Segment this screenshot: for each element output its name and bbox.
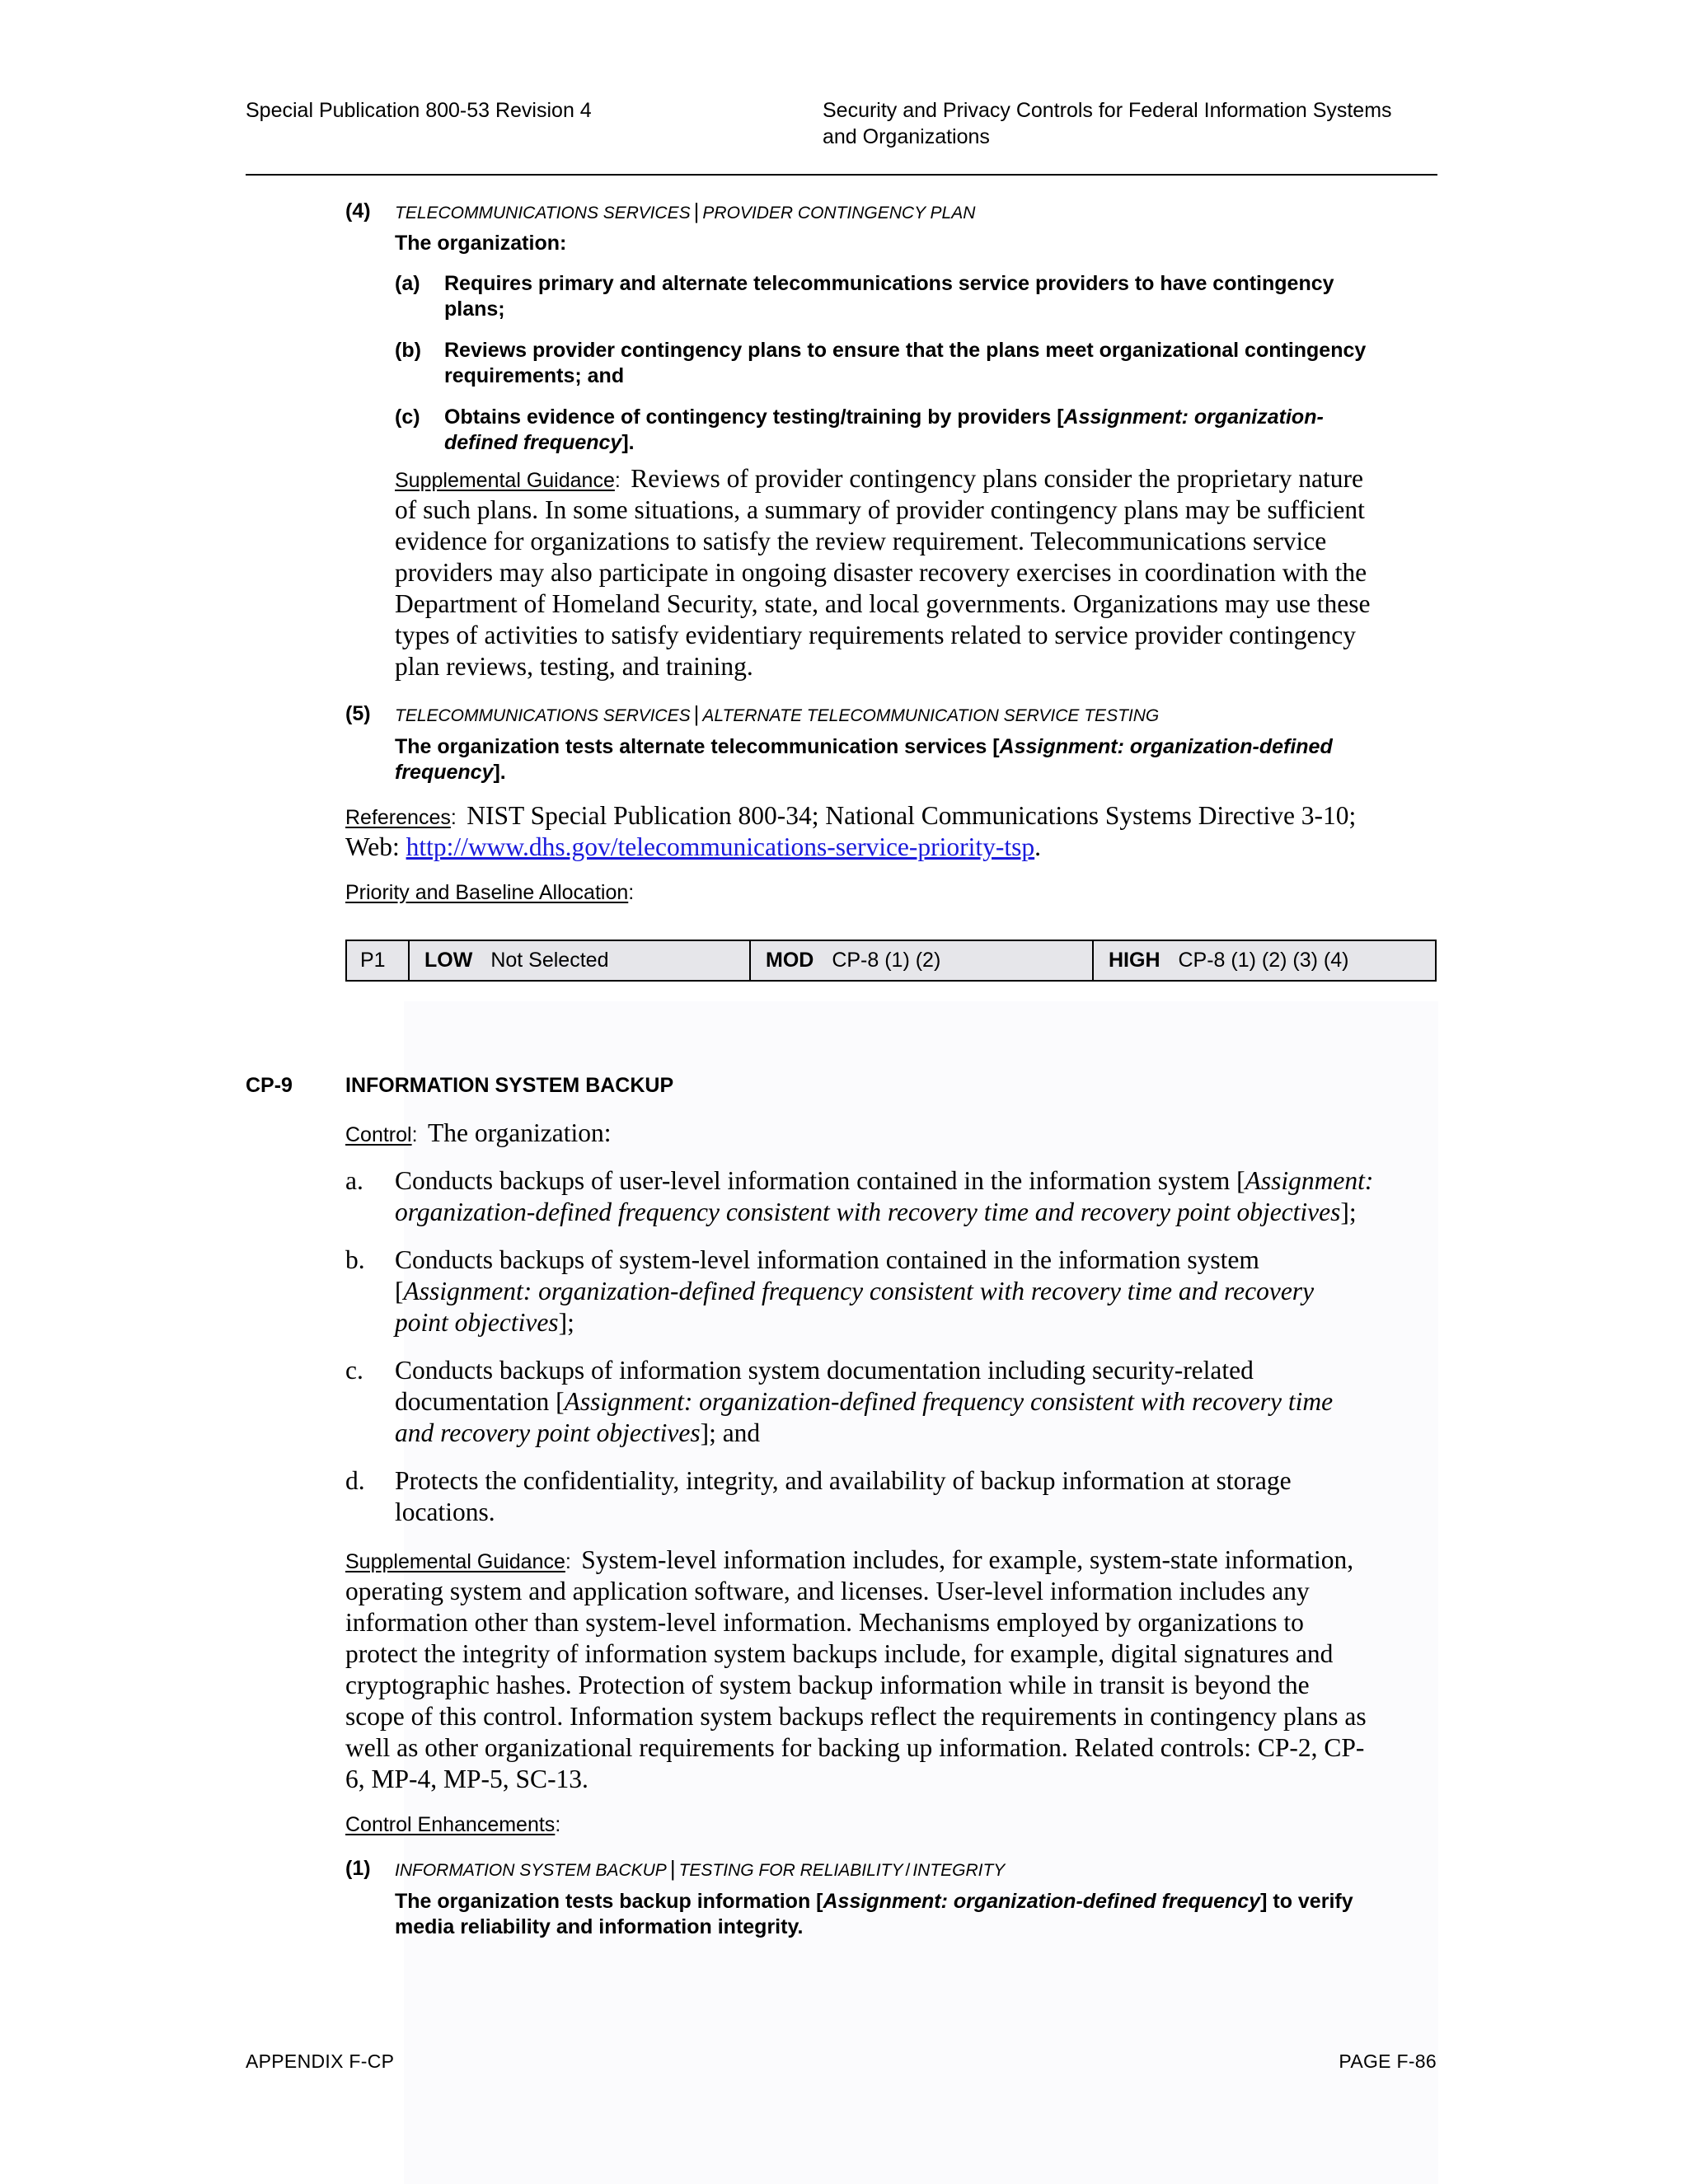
- cp9-guidance-line-4: cryptographic hashes. Protection of system backup information while in transit is beyond the: [345, 1671, 1310, 1699]
- control-text: The organization:: [428, 1118, 612, 1147]
- item-a-line1-italic: Assignment:: [1245, 1166, 1374, 1195]
- enh4-item-b-line1: Reviews provider contingency plans to ensure that the plans meet organizational contingency: [444, 339, 1367, 362]
- control-enhancements-colon: :: [555, 1813, 561, 1836]
- high-baseline-cell: [1094, 941, 1435, 980]
- priority-label: Priority and Baseline Allocation: [345, 881, 629, 904]
- cp9-guidance-colon: :: [565, 1550, 571, 1573]
- cp9-enh1-line1-plain: The organization tests backup information [: [395, 1890, 823, 1913]
- cp9-guidance-line-3: protect the integrity of information system backups include, for example, digital signatures and: [345, 1639, 1334, 1668]
- enh4-item-a-line1: Requires primary and alternate telecommunications service providers to have contingency: [444, 272, 1334, 295]
- cp9-guidance-line-1: operating system and application software, and licenses. User-level information includes any: [345, 1577, 1310, 1605]
- enh4-guidance-line-0: Reviews of provider contingency plans consider the proprietary nature: [631, 464, 1363, 493]
- enh4-guidance-first-line: [395, 463, 1363, 495]
- footer-right: PAGE F-86: [1339, 2050, 1437, 2072]
- item-c-line2-plain: documentation [: [395, 1387, 565, 1416]
- cp9-enh1-title-part2: TESTING FOR RELIABILITY: [678, 1861, 903, 1880]
- enh4-item-c-line1: [444, 405, 1324, 430]
- mod-label: MOD: [766, 949, 814, 972]
- item-b-line2: [395, 1276, 1314, 1308]
- cp9-enh1-title-slash: /: [905, 1861, 911, 1880]
- control-enhancements-label: Control Enhancements: [345, 1813, 556, 1836]
- enh5-number: (5): [345, 702, 371, 725]
- footer-left: APPENDIX F-CP: [246, 2050, 395, 2072]
- item-b-line3-plain: ];: [558, 1308, 574, 1337]
- item-a-line1: [395, 1165, 1373, 1197]
- enh5-title: [395, 701, 1159, 729]
- enh4-guidance-line-4: Department of Homeland Security, state, and local governments. Organizations may use these: [395, 589, 1371, 618]
- enh4-item-b-line2: requirements; and: [444, 364, 625, 387]
- item-a-line2: [395, 1197, 1357, 1229]
- references-web-prefix: Web:: [345, 832, 400, 861]
- item-a-line2-plain: ];: [1340, 1197, 1357, 1226]
- header-left: Special Publication 800-53 Revision 4: [246, 99, 592, 122]
- enh5-line1: [395, 733, 1333, 760]
- references-label: References: [345, 806, 451, 829]
- enh5-title-part1: TELECOMMUNICATIONS SERVICES: [395, 706, 691, 725]
- cp9-enh1-line2: media reliability and information integrity.: [395, 1915, 804, 1938]
- enh4-guidance-line-1: of such plans. In some situations, a summary of provider contingency plans may be sufficient: [395, 495, 1365, 524]
- item-b-line1: Conducts backups of system-level information contained in the information system: [395, 1245, 1259, 1274]
- enh4-guidance-label: Supplemental Guidance: [395, 469, 615, 492]
- enh4-guidance-line-6: plan reviews, testing, and training.: [395, 652, 753, 681]
- references-line1: NIST Special Publication 800-34; National Communications Systems Directive 3-10;: [467, 801, 1357, 830]
- header-right-line2: and Organizations: [823, 125, 990, 148]
- cp9-enh1-number: (1): [345, 1857, 371, 1880]
- item-b-line2-italic: Assignment: organization-defined frequency consistent with recovery time and recovery: [403, 1277, 1315, 1305]
- item-c-line3-italic: and recovery point objectives: [395, 1418, 701, 1447]
- enh5-title-separator: |: [693, 701, 700, 726]
- control-enhancements-heading: [345, 1813, 560, 1837]
- enh5-line2-italic: frequency: [395, 761, 494, 784]
- item-d-line1: Protects the confidentiality, integrity, and availability of backup information at storage: [395, 1466, 1292, 1495]
- cp9-guidance-first-line: [345, 1544, 1353, 1577]
- item-a-line2-italic: organization-defined frequency consistent with recovery time and recovery point objectives: [395, 1197, 1341, 1226]
- priority-code-cell: [347, 941, 410, 980]
- enh4-title-part2: PROVIDER CONTINGENCY PLAN: [702, 204, 976, 223]
- control-id: CP-9: [246, 1074, 293, 1097]
- item-c-line1: Conducts backups of information system documentation including security-related: [395, 1356, 1254, 1385]
- cp9-enh1-line1-italic: Assignment: organization-defined frequency: [823, 1890, 1261, 1913]
- item-a-letter: a.: [345, 1166, 363, 1195]
- enh5-title-part2: ALTERNATE TELECOMMUNICATION SERVICE TESTING: [702, 706, 1160, 725]
- enh4-number: (4): [345, 199, 371, 223]
- item-c-line3-plain: ]; and: [700, 1418, 761, 1447]
- enh4-guidance-line-5: types of activities to satisfy evidentiary requirements related to service provider contingency: [395, 621, 1356, 649]
- item-b-line2-plain: [: [395, 1277, 404, 1305]
- enh4-item-c-line1-plain: Obtains evidence of contingency testing/training by providers [: [444, 405, 1064, 429]
- low-baseline-cell: [410, 941, 751, 980]
- references-url-suffix: .: [1034, 832, 1042, 861]
- enh4-item-c-line2: [444, 430, 635, 456]
- high-value: CP-8 (1) (2) (3) (4): [1178, 949, 1349, 972]
- enh4-item-a-line2: plans;: [444, 298, 505, 321]
- item-d-line2: locations.: [395, 1497, 495, 1526]
- item-c-line3: [395, 1418, 760, 1450]
- enh4-item-c-line2-plain: ].: [621, 431, 635, 454]
- control-title: INFORMATION SYSTEM BACKUP: [345, 1074, 674, 1097]
- enh4-title: [395, 198, 975, 227]
- enh4-item-b-label: (b): [395, 339, 421, 362]
- cp9-guidance-line-6: well as other organizational requirements for backing up information. Related controls: CP-2, CP-: [345, 1733, 1365, 1762]
- enh4-item-a-label: (a): [395, 272, 420, 295]
- cp9-enh1-title-part3: INTEGRITY: [912, 1861, 1006, 1880]
- high-label: HIGH: [1109, 949, 1160, 972]
- control-label: Control: [345, 1123, 412, 1146]
- enh4-title-part1: TELECOMMUNICATIONS SERVICES: [395, 204, 691, 223]
- enh4-item-c-line1-italic: Assignment: organization-: [1063, 405, 1324, 429]
- enh4-item-c-line2-italic: defined frequency: [444, 431, 622, 454]
- mod-value: CP-8 (1) (2): [832, 949, 941, 972]
- references-web-line: [345, 832, 1041, 864]
- item-b-line3: [395, 1307, 574, 1339]
- enh5-line1-plain: The organization tests alternate telecommunication services [: [395, 735, 1000, 758]
- item-c-line2: [395, 1386, 1333, 1418]
- cp9-enh1-line1: [395, 1888, 1353, 1915]
- header-rule: [246, 174, 1437, 176]
- cp9-enh1-line1-plain2: ] to verify: [1260, 1890, 1353, 1913]
- control-colon: :: [411, 1123, 418, 1146]
- priority-code: P1: [360, 949, 386, 972]
- priority-baseline-table: [345, 940, 1437, 982]
- cp9-guidance-label: Supplemental Guidance: [345, 1550, 565, 1573]
- enh4-guidance-line-2: evidence for organizations to satisfy the review requirement. Telecommunications service: [395, 527, 1327, 555]
- low-value: Not Selected: [490, 949, 609, 972]
- item-b-letter: b.: [345, 1245, 365, 1274]
- references-colon: :: [450, 806, 457, 829]
- cp9-guidance-line-2: information other than system-level information. Mechanisms employed by organizations to: [345, 1608, 1304, 1637]
- header-right-line1: Security and Privacy Controls for Federal Information Systems: [823, 99, 1392, 122]
- enh5-line1-italic: Assignment: organization-defined: [999, 735, 1333, 758]
- priority-heading: [345, 881, 634, 905]
- cp9-enh1-title-separator: |: [669, 1856, 676, 1881]
- enh4-title-separator: |: [693, 199, 700, 223]
- mod-baseline-cell: [751, 941, 1094, 980]
- enh5-line2: [395, 759, 506, 785]
- item-b-line3-italic: point objectives: [395, 1308, 559, 1337]
- enh4-item-c-label: (c): [395, 405, 420, 429]
- enh5-line2-plain: ].: [493, 761, 506, 784]
- priority-colon: :: [628, 881, 635, 904]
- enh4-guidance-line-3: providers may also participate in ongoing disaster recovery exercises in coordination with the: [395, 558, 1367, 587]
- references-url-link[interactable]: http://www.dhs.gov/telecommunications-service-priority-tsp: [406, 832, 1035, 861]
- item-c-line2-italic: Assignment: organization-defined frequency consistent with recovery time: [564, 1387, 1334, 1416]
- cp9-enh1-title: [395, 1855, 1005, 1884]
- cp9-guidance-line-7: 6, MP-4, MP-5, SC-13.: [345, 1765, 588, 1793]
- cp9-guidance-line-5: scope of this control. Information system backups reflect the requirements in contingency plans as: [345, 1702, 1367, 1731]
- enh4-guidance-colon: :: [614, 469, 621, 492]
- item-d-letter: d.: [345, 1466, 365, 1495]
- low-label: LOW: [424, 949, 473, 972]
- cp9-guidance-line-0: System-level information includes, for example, system-state information,: [581, 1545, 1354, 1574]
- item-a-line1-plain: Conducts backups of user-level information contained in the information system [: [395, 1166, 1245, 1195]
- enh4-org: The organization:: [395, 232, 567, 255]
- item-c-letter: c.: [345, 1356, 363, 1385]
- control-statement: [345, 1118, 611, 1150]
- cp9-enh1-title-part1: INFORMATION SYSTEM BACKUP: [395, 1861, 667, 1880]
- references-first-line: [345, 800, 1356, 832]
